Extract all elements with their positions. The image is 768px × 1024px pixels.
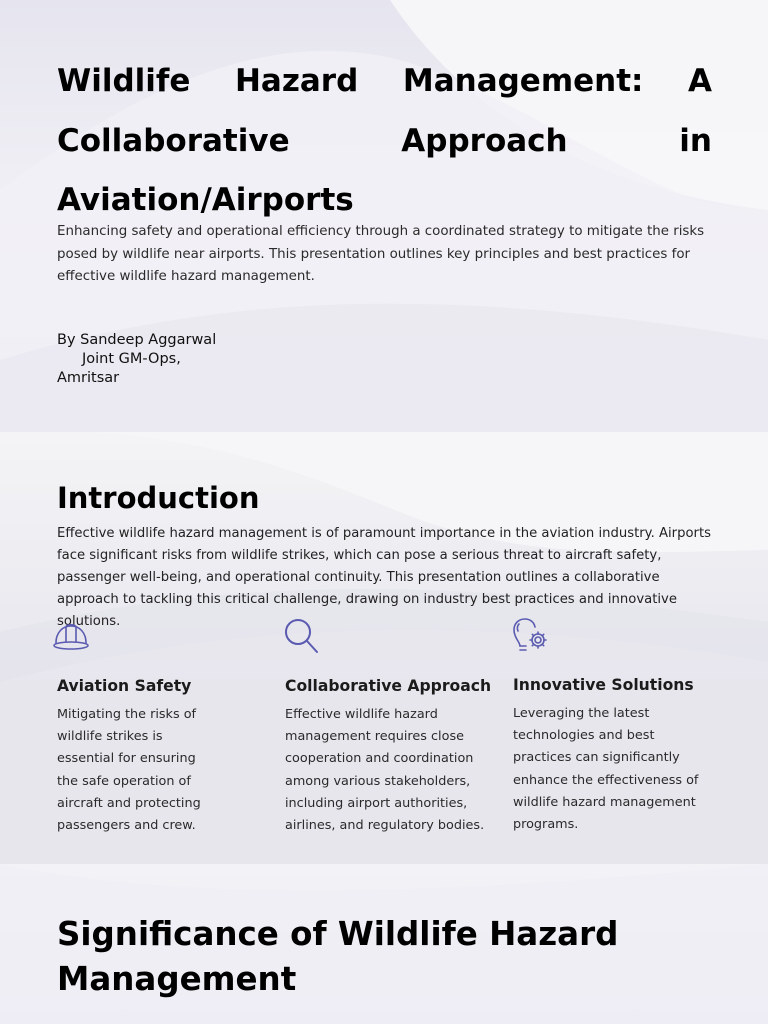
author-block bbox=[57, 331, 357, 388]
presentation-subtitle: Enhancing safety and operational efficiency through a coordinated strategy to mitigate the risks posed by wildlife near airports. This presentation outlines key principles and best practices for effective wildlife hazard management. bbox=[57, 224, 705, 284]
card-title: Aviation Safety bbox=[57, 677, 192, 695]
presentation-title: Wildlife Hazard Management: A Collaborative Approach in Aviation/Airports bbox=[57, 63, 712, 218]
intro-paragraph: Effective wildlife hazard management is of paramount importance in the aviation industry. Airports face significant risks from wildlife strikes, which can pose a serious threat to aircraft safety, passenger well-being, and operational continuity. This presentation outlines a collaborative approach to tackling this critical challenge, drawing on industry best practices and innovative solutions. bbox=[57, 526, 711, 629]
card-title: Innovative Solutions bbox=[513, 676, 694, 694]
author-position: Joint GM-Ops, bbox=[82, 351, 181, 367]
section-heading: Introduction bbox=[57, 481, 260, 515]
section-heading: Significance of Wildlife Hazard Management bbox=[57, 915, 619, 998]
lightbulb-gear-icon bbox=[509, 616, 549, 656]
hard-hat-icon bbox=[51, 616, 91, 656]
author-name: By Sandeep Aggarwal bbox=[57, 332, 217, 348]
introduction-slide bbox=[0, 432, 768, 864]
card-text: Mitigating the risks of wildlife strikes is essential for ensuring the safe operation of aircraft and protecting passengers and crew. bbox=[57, 707, 201, 834]
significance-slide bbox=[0, 864, 768, 1024]
card-title: Collaborative Approach bbox=[285, 677, 492, 695]
author-location: Amritsar bbox=[57, 370, 120, 386]
title-slide bbox=[0, 0, 768, 432]
card-text: Effective wildlife hazard management requires close cooperation and coordination among various stakeholders, including airport authorities, airlines, and regulatory bodies. bbox=[285, 707, 485, 834]
card-text: Leveraging the latest technologies and best practices can significantly enhance the effectiveness of wildlife hazard management programs. bbox=[513, 706, 699, 833]
magnifier-icon bbox=[283, 616, 323, 656]
